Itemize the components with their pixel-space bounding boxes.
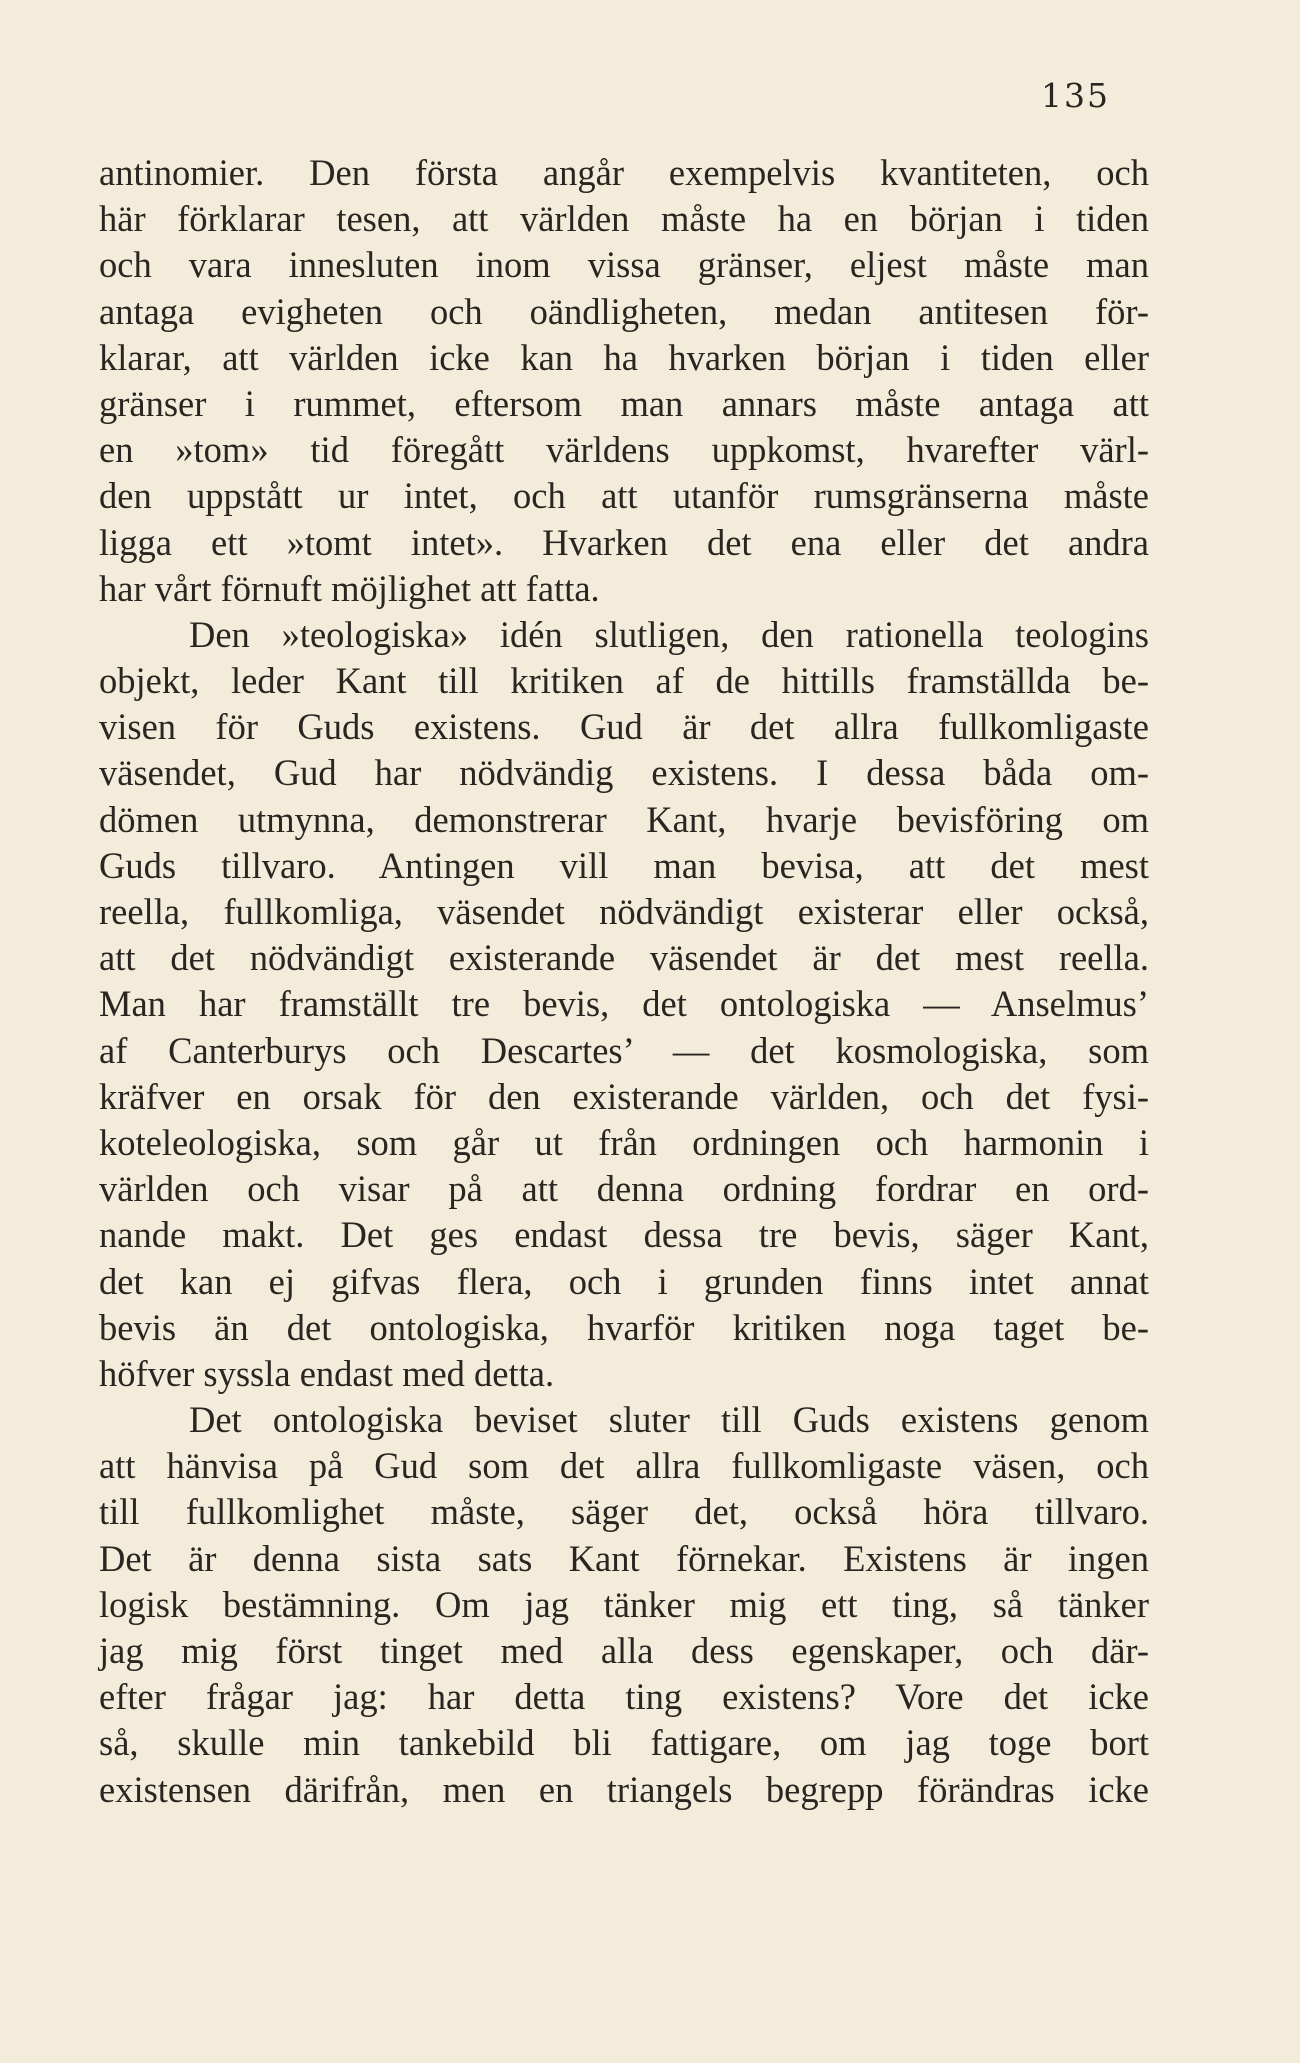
text-line: Man har framställt tre bevis, det ontologiska — Anselmus’ <box>99 983 1149 1025</box>
paragraph <box>99 150 1149 612</box>
text-line: att hänvisa på Gud som det allra fullkomligaste väsen, och <box>99 1445 1149 1487</box>
text-line: har vårt förnuft möjlighet att fatta. <box>99 567 600 609</box>
text-line: så, skulle min tankebild bli fattigare, om jag toge bort <box>99 1722 1149 1764</box>
text-line: gränser i rummet, eftersom man annars måste antaga att <box>99 382 1149 424</box>
page-number: 135 <box>1041 76 1110 115</box>
text-line: väsendet, Gud har nödvändig existens. I dessa båda om- <box>99 752 1149 794</box>
text-line: koteleologiska, som går ut från ordningen och harmonin i <box>99 1121 1149 1163</box>
text-line: efter frågar jag: har detta ting existens? Vore det icke <box>99 1676 1149 1718</box>
text-line: existensen därifrån, men en triangels begrepp förändras icke <box>99 1768 1149 1810</box>
text-line: klarar, att världen icke kan ha hvarken början i tiden eller <box>99 336 1149 378</box>
text-line: en »tom» tid föregått världens uppkomst, hvarefter värl- <box>99 429 1149 471</box>
text-line: världen och visar på att denna ordning fordrar en ord- <box>99 1168 1149 1210</box>
text-line: logisk bestämning. Om jag tänker mig ett ting, så tänker <box>99 1583 1149 1625</box>
text-line: och vara innesluten inom vissa gränser, eljest måste man <box>99 244 1149 286</box>
text-line: Det ontologiska beviset sluter till Guds existens genom <box>189 1399 1149 1441</box>
text-line: dömen utmynna, demonstrerar Kant, hvarje bevisföring om <box>99 798 1149 840</box>
text-line: Den »teologiska» idén slutligen, den rationella teologins <box>189 613 1149 655</box>
text-line: reella, fullkomliga, väsendet nödvändigt existerar eller också, <box>99 891 1149 932</box>
text-line: nande makt. Det ges endast dessa tre bevis, säger Kant, <box>99 1214 1149 1256</box>
text-line: visen för Guds existens. Gud är det allra fullkomligaste <box>99 706 1149 748</box>
text-line: det kan ej gifvas flera, och i grunden finns intet annat <box>99 1260 1149 1302</box>
text-line: antaga evigheten och oändligheten, medan antitesen för- <box>99 290 1149 332</box>
text-line: jag mig först tinget med alla dess egenskaper, och där- <box>99 1630 1149 1671</box>
text-line: här förklarar tesen, att världen måste ha en början i tiden <box>99 198 1149 240</box>
text-line: till fullkomlighet måste, säger det, också höra tillvaro. <box>99 1491 1149 1533</box>
paragraph <box>99 612 1149 1397</box>
text-line: objekt, leder Kant till kritiken af de hittills framställda be- <box>99 660 1149 702</box>
text-line: Det är denna sista sats Kant förnekar. Existens är ingen <box>99 1537 1149 1579</box>
text-line: Guds tillvaro. Antingen vill man bevisa, att det mest <box>99 844 1149 886</box>
text-line: höfver syssla endast med detta. <box>99 1352 555 1394</box>
text-line: kräfver en orsak för den existerande världen, och det fysi- <box>99 1075 1149 1117</box>
text-line: ligga ett »tomt intet». Hvarken det ena eller det andra <box>99 521 1149 563</box>
text-line: bevis än det ontologiska, hvarför kritiken noga taget be- <box>99 1306 1149 1348</box>
body-text <box>99 150 1149 1813</box>
text-line: att det nödvändigt existerande väsendet är det mest reella. <box>99 937 1149 979</box>
text-line: af Canterburys och Descartes’ — det kosmologiska, som <box>99 1029 1149 1071</box>
paragraph <box>99 1397 1149 1813</box>
text-line: den uppstått ur intet, och att utanför rumsgränserna måste <box>99 475 1149 517</box>
text-line: antinomier. Den första angår exempelvis kvantiteten, och <box>99 152 1149 193</box>
